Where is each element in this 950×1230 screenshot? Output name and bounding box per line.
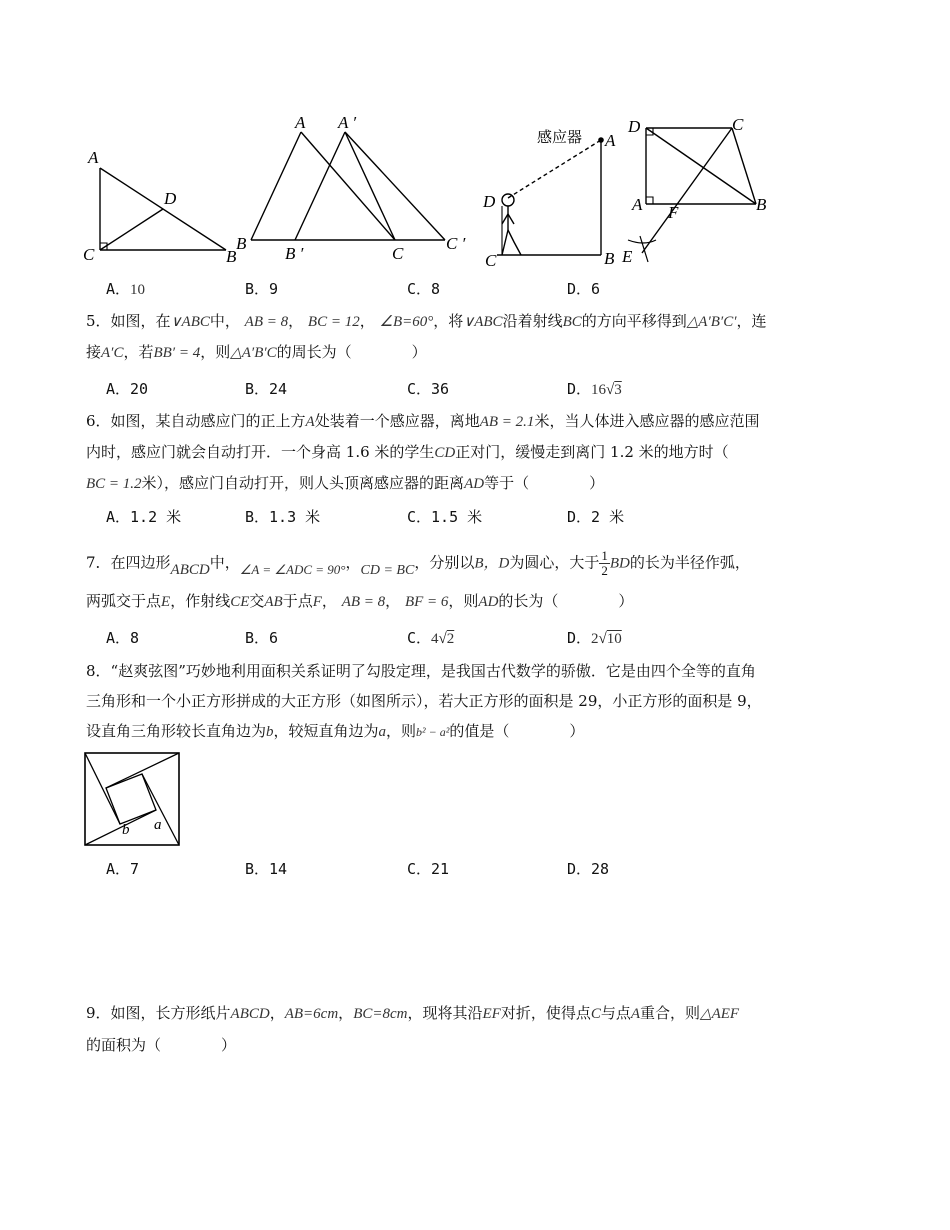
q7-line-2: 两弧交于点E，作射线CE交AB于点F， AB = 8， BF = 6，则AD的长为（ ） — [86, 592, 634, 610]
q5-option-c[interactable]: C．36 — [407, 380, 450, 398]
q5-line-1: 5．如图，在∨ABC中， AB = 8， BC = 12， ∠B=60°，将∨ABC沿着射线BC的方向平移得到△A′B′C′，连 — [86, 312, 767, 330]
label-D: D — [164, 189, 177, 208]
q6-option-b[interactable]: B．1.3 米 — [245, 508, 321, 526]
fraction-one-half: $\frac{1}{2}$ — [601, 548, 608, 578]
label-A: A — [88, 148, 99, 167]
label-B: B — [604, 249, 615, 268]
q7-option-c[interactable]: C．4√2 — [407, 629, 455, 647]
q9-line-1: 9．如图，长方形纸片ABCD，AB=6cm，BC=8cm，现将其沿EF对折，使得点C与点A重合，则△AEF — [86, 1004, 740, 1022]
label-C: C — [392, 244, 404, 263]
q8-option-a[interactable]: A．7 — [106, 860, 140, 878]
label-C: C — [732, 115, 744, 134]
q6-line-3: BC = 1.2米），感应门自动打开，则人头顶离感应器的距离AD等于（ ） — [86, 474, 605, 492]
q4-option-c[interactable]: C．8 — [407, 280, 441, 298]
label-B: B — [756, 195, 767, 214]
label-E: E — [622, 247, 633, 266]
label-A: A — [632, 195, 643, 214]
q9-line-2: 的面积为（ ） — [86, 1036, 237, 1054]
q8-line-1: 8．“赵爽弦图”巧妙地利用面积关系证明了勾股定理，是我国古代数学的骄傲．它是由四个全等的直角 — [86, 662, 756, 680]
q8-option-c[interactable]: C．21 — [407, 860, 450, 878]
q5-option-a[interactable]: A．20 — [106, 380, 149, 398]
q8-option-d[interactable]: D．28 — [567, 860, 610, 878]
figure-translated-triangles — [236, 108, 480, 268]
q6-option-d[interactable]: D．2 米 — [567, 508, 625, 526]
label-C: C — [485, 251, 497, 270]
label-C-prime: C ′ — [446, 234, 466, 253]
label-A: A — [295, 113, 306, 132]
figure-right-triangle — [80, 140, 250, 270]
q6-option-c[interactable]: C．1.5 米 — [407, 508, 483, 526]
label-F: F — [668, 203, 679, 222]
label-A-prime: A ′ — [338, 113, 357, 132]
q8-option-b[interactable]: B．14 — [245, 860, 288, 878]
q5-line-2: 接A′C，若BB′ = 4，则△A′B′C的周长为（ ） — [86, 343, 427, 361]
q6-option-a[interactable]: A．1.2 米 — [106, 508, 182, 526]
label-B: B — [236, 234, 247, 253]
q7-option-b[interactable]: B．6 — [245, 629, 279, 647]
q8-line-2: 三角形和一个小正方形拼成的大正方形（如图所示），若大正方形的面积是 29，小正方形的面积是 9， — [86, 692, 762, 710]
q7-option-d[interactable]: D．2√10 — [567, 629, 622, 647]
label-D: D — [628, 117, 641, 136]
q6-line-2: 内时，感应门就会自动打开．一个身高 1.6 米的学生CD正对门，缓慢走到离门 1.2 米的地方时（ — [86, 443, 729, 461]
figure-sensor-door — [480, 120, 625, 270]
label-a: a — [154, 817, 162, 833]
label-B-prime: B ′ — [285, 244, 304, 263]
q4-option-b[interactable]: B．9 — [245, 280, 279, 298]
label-b: b — [122, 822, 130, 838]
label-sensor: 感应器 — [537, 128, 583, 146]
q7-option-a[interactable]: A．8 — [106, 629, 140, 647]
q4-option-a[interactable]: A．10 — [106, 280, 146, 298]
label-A: A — [605, 131, 616, 150]
figure-zhao-shuang-diagram — [84, 752, 182, 848]
label-B: B — [226, 247, 237, 266]
figure-quadrilateral — [622, 112, 772, 272]
label-D: D — [483, 192, 496, 211]
label-C: C — [83, 245, 95, 264]
q5-option-b[interactable]: B．24 — [245, 380, 288, 398]
q7-line-1: 7．在四边形ABCD中，∠A = ∠ADC = 90°，CD = BC，分别以B，D为圆心，大于 $\frac{1}{2}$ BD的长为半径作弧， — [86, 548, 750, 578]
q6-line-1: 6．如图，某自动感应门的正上方A处装着一个感应器，离地AB = 2.1米，当人体进入感应器的感应范围 — [86, 412, 760, 430]
q4-option-d[interactable]: D．6 — [567, 280, 601, 298]
q5-option-d[interactable]: D．16√3 — [567, 380, 622, 398]
q8-line-3: 设直角三角形较长直角边为b，较短直角边为a，则b² − a²的值是（ ） — [86, 722, 585, 740]
